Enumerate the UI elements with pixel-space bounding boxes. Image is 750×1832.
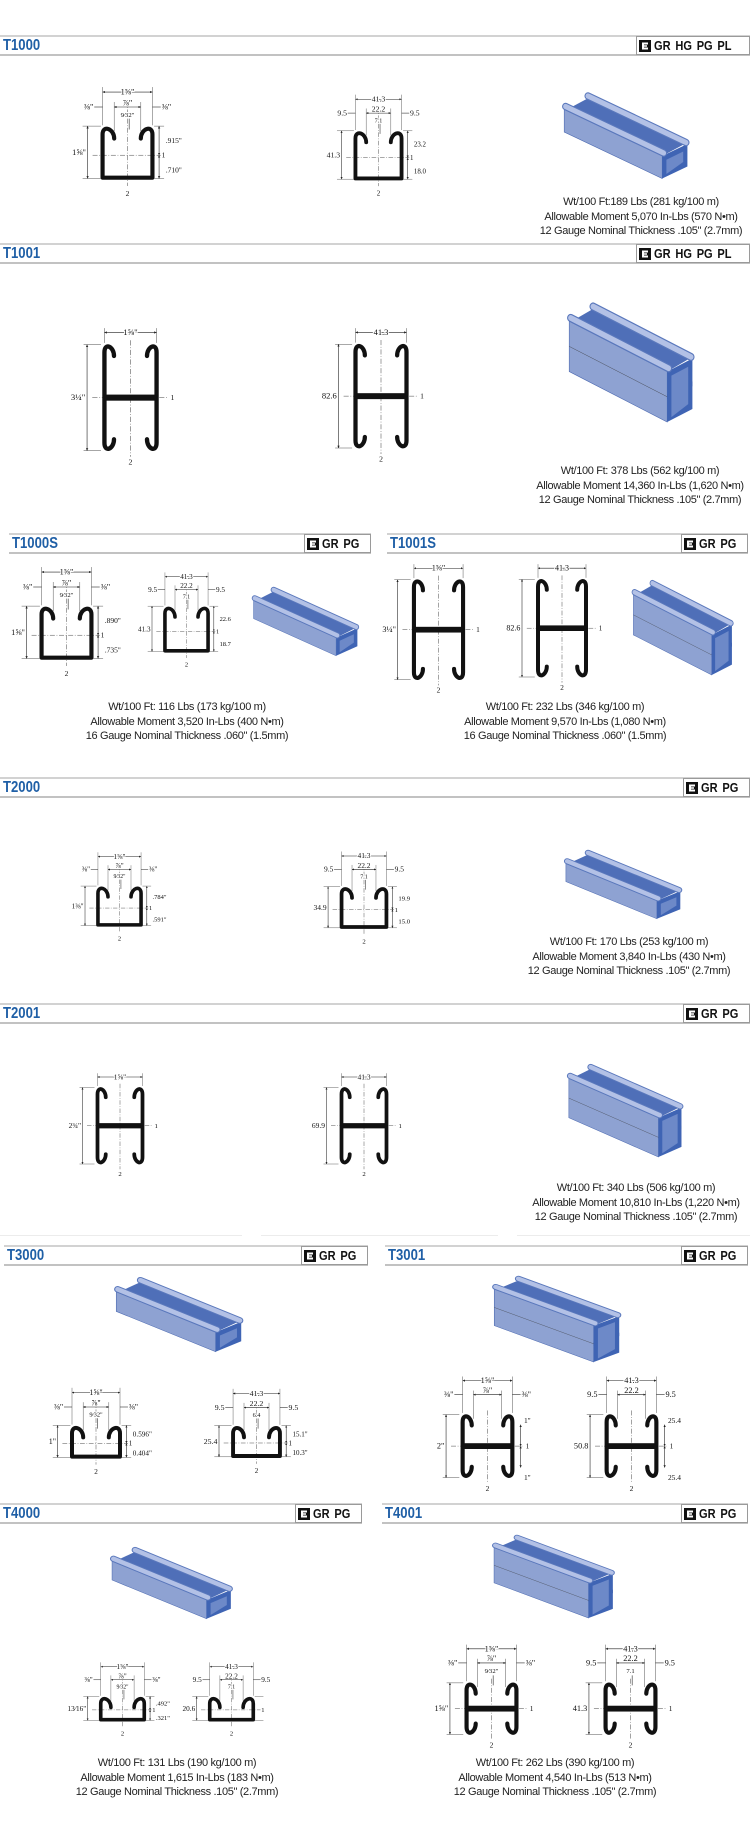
lip-left-label: 9.5 <box>214 1402 225 1412</box>
section-header-t1001 <box>0 243 750 264</box>
section-header-t2001 <box>0 1003 750 1024</box>
thickness-spec: 12 Gauge Nominal Thickness .105" (2.7mm) <box>527 965 731 977</box>
t1000s-inch-profile <box>0 562 133 681</box>
axis-1-label: 1 <box>215 628 220 636</box>
height-label: 41.3 <box>138 625 151 634</box>
t1000-metric-profile <box>317 90 440 200</box>
lip-right-label: 9.5 <box>288 1402 299 1412</box>
axis-2-label: 2 <box>117 935 122 943</box>
product-title: T3000 <box>7 1247 45 1264</box>
moment-spec: Allowable Moment 3,840 In-Lbs (430 N•m) <box>532 950 726 963</box>
divider <box>0 1235 242 1236</box>
lip-left-label: ⅜" <box>22 582 33 592</box>
axis-2-label: 2 <box>184 661 189 669</box>
finish-codes: GR PG <box>699 536 737 551</box>
axis-1-label: 1 <box>128 1439 133 1448</box>
finish-logo-icon <box>307 538 319 550</box>
width-label: 1⅝" <box>89 1388 103 1397</box>
lip-right-label: ⅜" <box>525 1658 536 1668</box>
opening-label: 22.2 <box>249 1399 264 1408</box>
finish-codes: GR HG PG PL <box>653 246 732 261</box>
t1001s-channel-3d-view <box>630 578 742 675</box>
product-title: T1000S <box>12 535 58 552</box>
weight-spec: Wt/100 Ft: 232 Lbs (346 kg/100 m) <box>485 701 645 713</box>
channel-web <box>606 1706 656 1712</box>
section-header-t2000 <box>0 777 750 798</box>
opening-label: 22.2 <box>623 1654 638 1664</box>
t3001-channel-3d-view <box>490 1274 632 1362</box>
lip-left-label: ⅜" <box>53 1402 64 1412</box>
moment-spec: Allowable Moment 4,540 In-Lbs (513 N•m) <box>458 1771 652 1784</box>
axis-2-label: 2 <box>560 683 564 692</box>
opening-label: 22.2 <box>180 582 193 591</box>
slot-depth-label: 7.1 <box>626 1667 635 1675</box>
lip-right-label: ⅜" <box>161 102 172 112</box>
upper-distance-label: .784" <box>152 894 167 902</box>
divider <box>517 1235 750 1236</box>
lip-right-label: 9.5 <box>664 1658 675 1668</box>
axis-2-label: 2 <box>629 1483 634 1493</box>
axis-2-label: 2 <box>125 188 130 198</box>
product-title: T3001 <box>388 1247 426 1264</box>
height-label: 2¾" <box>68 1121 81 1130</box>
height-label: 1⅝" <box>11 628 25 638</box>
opening-label: ⅞" <box>486 1654 497 1664</box>
product-title: T1001S <box>390 535 436 552</box>
lip-left-label: 9.5 <box>586 1658 597 1668</box>
product-title: T2000 <box>3 779 41 796</box>
axis-2-label: 2 <box>436 685 441 695</box>
lip-right-label: 9.5 <box>261 1675 271 1684</box>
upper-distance-label: .890" <box>104 616 121 626</box>
width-label: 1⅝" <box>116 1662 129 1671</box>
lip-left-label: ⅜" <box>83 102 94 112</box>
opening-label: ⅞" <box>91 1398 101 1408</box>
finish-logo-icon <box>304 1250 316 1262</box>
t3000-channel-3d-view <box>112 1275 254 1353</box>
slot-depth-label: 9⁄32" <box>120 111 135 119</box>
lower-distance-label: .321" <box>155 1714 170 1722</box>
finish-codes: GR PG <box>319 1248 357 1263</box>
axis-1-label: 1 <box>394 906 399 914</box>
lip-left-label: 9.5 <box>323 864 334 874</box>
finish-badge <box>681 1246 748 1265</box>
width-label: 1⅝" <box>431 563 446 573</box>
height-label: 69.9 <box>311 1121 325 1130</box>
finish-logo-icon <box>298 1508 310 1520</box>
height-label: 13⁄16" <box>67 1704 87 1713</box>
opening-label: 22.2 <box>371 104 386 114</box>
lower-distance-label: 1" <box>523 1473 531 1483</box>
lip-right-label: 9.5 <box>410 108 420 118</box>
moment-spec: Allowable Moment 9,570 In-Lbs (1,080 N•m) <box>464 715 666 728</box>
product-title: T4000 <box>3 1505 41 1522</box>
axis-1-label: 1 <box>410 154 414 162</box>
t2001-metric-profile <box>304 1073 424 1180</box>
axis-2-label: 2 <box>489 1740 494 1750</box>
finish-badge <box>681 534 748 553</box>
finish-logo-icon <box>686 1008 698 1020</box>
width-label: 1⅝" <box>123 327 138 338</box>
thickness-spec: 12 Gauge Nominal Thickness .105" (2.7mm) <box>534 1211 738 1223</box>
opening-label: ⅞" <box>482 1386 493 1396</box>
height-label: 3¼" <box>382 625 396 635</box>
weight-spec: Wt/100 Ft:189 Lbs (281 kg/100 m) <box>563 196 719 208</box>
height-label: 1" <box>48 1437 56 1447</box>
axis-1-label: 1 <box>148 905 153 913</box>
thickness-spec: 12 Gauge Nominal Thickness .105" (2.7mm) <box>538 494 742 506</box>
slot-depth-label: 7.1 <box>374 118 383 125</box>
axis-2-label: 2 <box>64 668 69 678</box>
height-label: 2" <box>436 1441 445 1451</box>
width-label: 41.3 <box>180 572 193 581</box>
finish-codes: GR PG <box>699 1248 737 1263</box>
section-header-t3001 <box>385 1245 748 1266</box>
axis-1-label: 1 <box>598 624 603 633</box>
channel-web <box>467 1706 517 1712</box>
t1001s-specs <box>464 700 666 744</box>
height-label: 41.3 <box>326 150 341 160</box>
lip-left-label: 9.5 <box>192 1675 202 1684</box>
lip-right-label: ⅜" <box>152 1675 161 1684</box>
opening-label: ⅞" <box>115 862 124 871</box>
weight-spec: Wt/100 Ft: 340 Lbs (506 kg/100 m) <box>556 1182 716 1194</box>
t4000-specs <box>76 1756 278 1800</box>
lip-left-label: 9.5 <box>337 108 347 118</box>
width-label: 41.3 <box>371 94 386 104</box>
opening-label: ⅞" <box>118 1672 127 1681</box>
axis-2-label: 2 <box>229 1730 234 1738</box>
finish-codes: GR HG PG PL <box>653 38 732 53</box>
opening-label: ⅞" <box>61 578 72 588</box>
axis-1-label: 1 <box>288 1439 293 1448</box>
moment-spec: Allowable Moment 1,615 In-Lbs (183 N•m) <box>80 1771 274 1784</box>
finish-logo-icon <box>639 40 651 52</box>
axis-1-label: 1 <box>154 1123 158 1130</box>
finish-badge <box>304 534 371 553</box>
axis-2-label: 2 <box>128 457 133 467</box>
height-label: 25.4 <box>203 1436 218 1446</box>
thickness-spec: 12 Gauge Nominal Thickness .105" (2.7mm) <box>75 1786 279 1798</box>
width-label: 1⅝" <box>120 87 135 97</box>
t1000s-metric-profile <box>129 568 244 671</box>
section-header-t4001 <box>382 1503 748 1524</box>
upper-distance-label: .492" <box>155 1700 170 1708</box>
t4001-inch-profile <box>425 1642 558 1752</box>
slot-depth-label: 9⁄32" <box>484 1667 499 1675</box>
axis-2-label: 2 <box>376 190 381 198</box>
lower-distance-label: 15.0 <box>398 918 411 926</box>
t2000-specs <box>528 935 730 979</box>
moment-spec: Allowable Moment 5,070 In-Lbs (570 N•m) <box>544 210 738 223</box>
axis-2-label: 2 <box>362 938 366 946</box>
width-label: 41.3 <box>623 1644 638 1654</box>
height-label: 82.6 <box>321 390 337 401</box>
lip-left-label: ⅜" <box>81 865 91 874</box>
t1001s-inch-profile <box>373 564 504 697</box>
upper-distance-label: .915" <box>165 136 182 146</box>
axis-2-label: 2 <box>254 1467 259 1476</box>
lower-distance-label: 10.3" <box>292 1448 308 1457</box>
lip-right-label: 9.5 <box>665 1390 676 1400</box>
finish-badge <box>636 36 750 55</box>
section-header-t1001s <box>387 533 748 554</box>
finish-logo-icon <box>684 1250 696 1262</box>
axis-1-label: 1 <box>261 1707 265 1715</box>
axis-2-label: 2 <box>379 454 383 464</box>
axis-2-label: 2 <box>628 1740 633 1750</box>
height-label: 1⅝" <box>72 148 86 158</box>
divider <box>261 1235 498 1236</box>
finish-badge <box>301 1246 368 1265</box>
section-header-t1000 <box>0 35 750 56</box>
lip-left-label: ⅜" <box>84 1675 93 1684</box>
axis-1-label: 1 <box>100 630 105 640</box>
width-label: 1⅝" <box>484 1644 499 1654</box>
axis-2-label: 2 <box>485 1483 490 1493</box>
channel-web <box>607 1443 657 1449</box>
lip-left-label: ⅜" <box>443 1390 454 1400</box>
axis-1-label: 1 <box>669 1441 674 1451</box>
height-label: 1⅝" <box>434 1704 449 1714</box>
upper-distance-label: 22.6 <box>219 615 231 623</box>
thickness-spec: 16 Gauge Nominal Thickness .060" (1.5mm) <box>85 730 289 742</box>
t2001-channel-3d-view <box>565 1062 693 1157</box>
t1000-channel-3d-view <box>560 90 700 180</box>
channel-web <box>98 1123 143 1128</box>
axis-2-label: 2 <box>118 1171 122 1178</box>
weight-spec: Wt/100 Ft: 378 Lbs (562 kg/100 m) <box>560 465 720 477</box>
width-label: 41.3 <box>373 326 389 337</box>
t3000-inch-profile <box>32 1383 160 1479</box>
opening-label: 22.2 <box>225 1672 238 1681</box>
slot-depth-label: 9⁄32" <box>59 591 74 599</box>
t1001-specs <box>536 464 743 508</box>
finish-logo-icon <box>684 1508 696 1520</box>
width-label: 41.3 <box>555 563 569 573</box>
t4001-metric-profile <box>564 1642 697 1752</box>
slot-depth-label: 6.4 <box>252 1411 261 1419</box>
t1001-channel-3d-view <box>565 300 705 422</box>
width-label: 41.3 <box>225 1662 238 1671</box>
t4000-channel-3d-view <box>108 1545 243 1620</box>
moment-spec: Allowable Moment 14,360 In-Lbs (1,620 N•m) <box>536 479 744 492</box>
product-title: T4001 <box>385 1505 423 1522</box>
axis-1-label: 1 <box>420 391 424 401</box>
width-label: 1⅝" <box>480 1376 495 1386</box>
finish-badge <box>683 778 750 797</box>
finish-codes: GR PG <box>701 1006 739 1021</box>
section-header-t4000 <box>0 1503 362 1524</box>
t2000-channel-3d-view <box>562 848 692 920</box>
t1001s-metric-profile <box>498 564 626 694</box>
thickness-spec: 12 Gauge Nominal Thickness .105" (2.7mm) <box>539 225 743 237</box>
lower-distance-label: 18.0 <box>413 168 426 176</box>
finish-badge <box>636 244 750 263</box>
weight-spec: Wt/100 Ft: 116 Lbs (173 kg/100 m) <box>108 701 266 713</box>
axis-1-label: 1 <box>476 625 480 635</box>
lower-distance-label: 25.4 <box>667 1473 681 1483</box>
height-label: 20.6 <box>182 1704 196 1713</box>
lower-distance-label: 0.404" <box>132 1449 152 1458</box>
width-label: 41.3 <box>624 1376 639 1386</box>
slot-depth-label: 9⁄32" <box>116 1684 129 1691</box>
section-header-t3000 <box>4 1245 368 1266</box>
axis-1-label: 1 <box>525 1441 530 1451</box>
t4000-inch-profile <box>64 1658 181 1740</box>
lower-distance-label: .591" <box>152 916 167 924</box>
weight-spec: Wt/100 Ft: 262 Lbs (390 kg/100 m) <box>475 1757 635 1769</box>
t3001-inch-profile <box>421 1374 554 1495</box>
slot-depth-label: 7.1 <box>360 874 368 881</box>
axis-1-label: 1 <box>668 1704 673 1714</box>
lip-right-label: ⅜" <box>521 1390 532 1400</box>
finish-codes: GR PG <box>322 536 360 551</box>
lip-right-label: 9.5 <box>394 864 405 874</box>
t1001-metric-profile <box>313 328 449 466</box>
slot-depth-label: 9⁄32" <box>89 1411 103 1419</box>
finish-badge <box>681 1504 748 1523</box>
t4000-metric-profile <box>173 1658 290 1740</box>
width-label: 41.3 <box>357 851 371 861</box>
finish-codes: GR PG <box>701 780 739 795</box>
product-title: T1000 <box>3 37 41 54</box>
channel-web <box>104 395 156 401</box>
moment-spec: Allowable Moment 10,810 In-Lbs (1,220 N•m) <box>532 1196 740 1209</box>
product-title: T1001 <box>3 245 41 262</box>
width-label: 41.3 <box>249 1388 264 1398</box>
finish-codes: GR PG <box>313 1506 351 1521</box>
height-label: 50.8 <box>573 1441 589 1451</box>
channel-web <box>414 627 463 633</box>
lip-right-label: 9.5 <box>215 585 225 594</box>
weight-spec: Wt/100 Ft: 170 Lbs (253 kg/100 m) <box>549 936 709 948</box>
finish-badge <box>683 1004 750 1023</box>
t1001-inch-profile <box>61 328 200 469</box>
channel-web <box>463 1443 513 1449</box>
width-label: 1⅝" <box>113 852 126 861</box>
product-title: T2001 <box>3 1005 41 1022</box>
height-label: 41.3 <box>572 1704 588 1714</box>
t2001-specs <box>532 1181 739 1225</box>
section-header-t1000s <box>9 533 371 554</box>
channel-web <box>356 393 407 399</box>
width-label: 41.3 <box>357 1072 371 1082</box>
t1000-specs <box>540 195 742 239</box>
axis-2-label: 2 <box>94 1468 98 1477</box>
t1000s-specs <box>86 700 288 744</box>
upper-distance-label: 19.9 <box>398 895 411 903</box>
weight-spec: Wt/100 Ft: 131 Lbs (190 kg/100 m) <box>97 1757 257 1769</box>
t1000s-channel-3d-view <box>250 585 368 657</box>
t3000-metric-profile <box>194 1384 319 1478</box>
axis-2-label: 2 <box>120 1730 125 1738</box>
opening-label: 22.2 <box>624 1386 639 1396</box>
height-label: 82.6 <box>506 623 521 633</box>
t2000-metric-profile <box>304 847 424 948</box>
finish-badge <box>295 1504 362 1523</box>
t4001-specs <box>454 1756 656 1800</box>
t4001-channel-3d-view <box>490 1533 625 1618</box>
thickness-spec: 16 Gauge Nominal Thickness .060" (1.5mm) <box>463 730 667 742</box>
height-label: 3¼" <box>70 392 86 403</box>
upper-distance-label: 25.4 <box>667 1415 681 1425</box>
upper-distance-label: 0.596" <box>132 1430 152 1439</box>
width-label: 1⅝" <box>59 567 74 577</box>
lip-right-label: ⅜" <box>128 1402 139 1412</box>
axis-2-label: 2 <box>362 1171 366 1178</box>
t1000-inch-profile <box>61 82 194 201</box>
slot-depth-label: 7.1 <box>227 1684 236 1691</box>
upper-distance-label: 23.2 <box>413 141 426 149</box>
axis-1-label: 1 <box>161 150 166 160</box>
t2000-inch-profile <box>62 848 177 945</box>
lip-left-label: 9.5 <box>148 585 158 594</box>
axis-1-label: 1 <box>529 1704 534 1714</box>
finish-logo-icon <box>639 248 651 260</box>
slot-depth-label: 7.1 <box>182 594 191 601</box>
upper-distance-label: 15.1" <box>292 1430 308 1439</box>
axis-1-label: 1 <box>152 1707 156 1715</box>
t2001-inch-profile <box>60 1073 180 1180</box>
axis-1-label: 1 <box>398 1123 402 1130</box>
lower-distance-label: .710" <box>165 165 182 175</box>
lip-right-label: ⅜" <box>148 865 158 874</box>
slot-depth-label: 9⁄32" <box>113 874 126 881</box>
channel-web <box>342 1123 387 1128</box>
finish-logo-icon <box>686 782 698 794</box>
upper-distance-label: 1" <box>523 1415 531 1425</box>
thickness-spec: 12 Gauge Nominal Thickness .105" (2.7mm) <box>453 1786 657 1798</box>
lower-distance-label: .735" <box>104 645 121 655</box>
channel-web <box>538 625 586 631</box>
axis-1-label: 1 <box>170 393 175 403</box>
width-label: 1⅝" <box>113 1072 127 1082</box>
moment-spec: Allowable Moment 3,520 In-Lbs (400 N•m) <box>90 715 284 728</box>
height-label: 34.9 <box>313 902 327 912</box>
finish-codes: GR PG <box>699 1506 737 1521</box>
lip-left-label: ⅜" <box>447 1658 458 1668</box>
lip-left-label: 9.5 <box>587 1390 598 1400</box>
finish-logo-icon <box>684 538 696 550</box>
height-label: 1⅜" <box>71 902 84 911</box>
t3001-metric-profile <box>565 1374 698 1495</box>
lower-distance-label: 18.7 <box>219 641 231 649</box>
opening-label: ⅞" <box>122 98 133 108</box>
opening-label: 22.2 <box>357 860 371 870</box>
lip-right-label: ⅜" <box>100 582 111 592</box>
